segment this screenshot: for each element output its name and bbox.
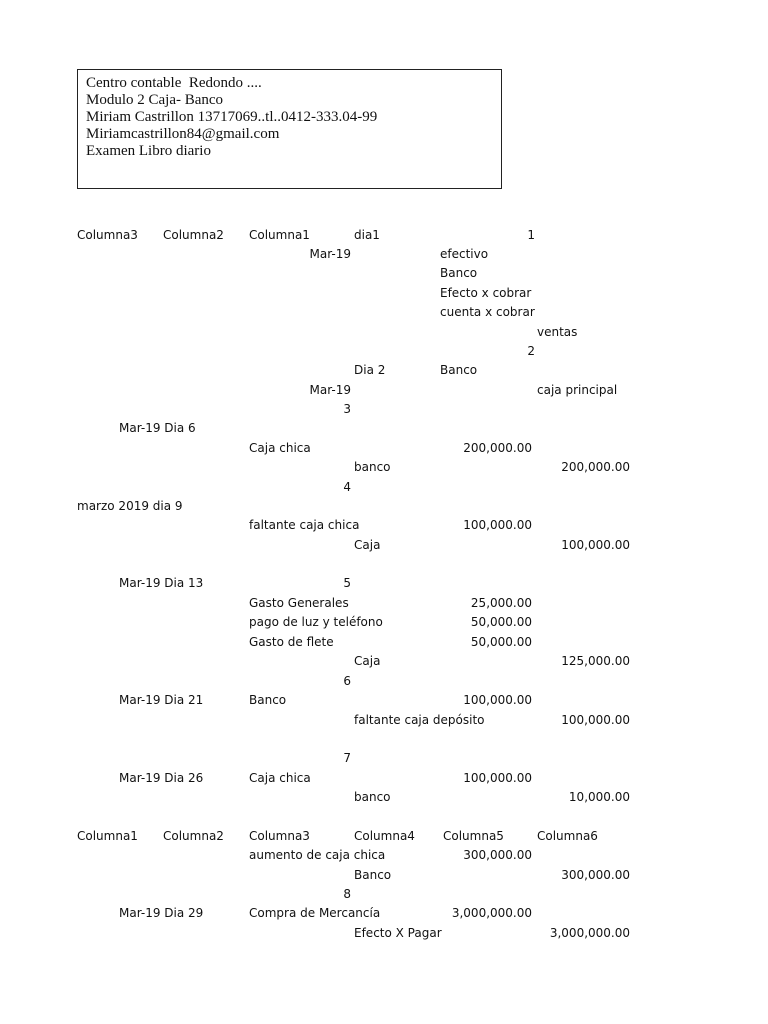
header-module: Modulo 2 Caja- Banco — [86, 92, 224, 108]
debit-amount: 200,000.00 — [463, 441, 532, 455]
debit-account: Caja chica — [249, 441, 311, 455]
entry-date: Mar-19 Dia 13 — [119, 576, 204, 590]
entry-date: Mar-19 — [309, 247, 351, 261]
credit-account: Caja — [354, 654, 381, 668]
column-header: Columna1 — [249, 228, 310, 242]
header-exam-title: Examen Libro diario — [86, 143, 211, 159]
debit-account: Gasto de flete — [249, 635, 334, 649]
debit-account: Banco — [249, 693, 287, 707]
debit-account: Caja chica — [249, 771, 311, 785]
entry-number: 2 — [527, 344, 535, 358]
credit-amount: 125,000.00 — [561, 654, 630, 668]
debit-amount: 50,000.00 — [470, 615, 532, 629]
debit-amount: 25,000.00 — [470, 596, 532, 610]
credit-account: banco — [354, 460, 391, 474]
header-center-name: Centro contable Redondo .... — [86, 75, 262, 91]
column-header: dia1 — [354, 228, 380, 242]
credit-account: caja principal — [537, 383, 618, 397]
entry-date: Mar-19 — [309, 383, 351, 397]
column-header: Columna4 — [354, 829, 415, 843]
debit-account: cuenta x cobrar — [440, 305, 535, 319]
debit-amount: 300,000.00 — [463, 848, 532, 862]
column-header: Columna1 — [77, 829, 138, 843]
credit-amount: 3,000,000.00 — [549, 926, 630, 940]
debit-account: efectivo — [440, 247, 489, 261]
entry-number: 1 — [527, 228, 535, 242]
debit-account: aumento de caja chica — [249, 848, 386, 862]
entry-number: 5 — [343, 576, 351, 590]
debit-account: pago de luz y teléfono — [249, 615, 383, 629]
entry-date: Mar-19 Dia 21 — [119, 693, 204, 707]
credit-amount: 100,000.00 — [561, 713, 630, 727]
debit-amount: 100,000.00 — [463, 518, 532, 532]
debit-account: Banco — [440, 266, 478, 280]
header-student: Miriam Castrillon 13717069..tl..0412-333.04-99 — [86, 109, 378, 125]
column-header: Columna5 — [443, 829, 504, 843]
entry-number: 7 — [343, 751, 351, 765]
column-header: Columna2 — [163, 228, 224, 242]
credit-amount: 100,000.00 — [561, 538, 630, 552]
entry-date: Mar-19 Dia 26 — [119, 771, 204, 785]
column-header: Columna2 — [163, 829, 224, 843]
entry-date: Mar-19 Dia 6 — [119, 421, 196, 435]
credit-account: faltante caja depósito — [354, 713, 485, 727]
credit-amount: 10,000.00 — [568, 790, 630, 804]
credit-account: Caja — [354, 538, 381, 552]
credit-account: Banco — [354, 868, 392, 882]
entry-number: 8 — [343, 887, 351, 901]
entry-number: 4 — [343, 480, 351, 494]
debit-account: Banco — [440, 363, 478, 377]
credit-amount: 300,000.00 — [561, 868, 630, 882]
column-header: Columna3 — [77, 228, 138, 242]
debit-amount: 3,000,000.00 — [451, 906, 532, 920]
entry-number: 3 — [343, 402, 351, 416]
credit-account: Efecto X Pagar — [354, 926, 442, 940]
entry-number: 6 — [343, 674, 351, 688]
debit-account: Gasto Generales — [249, 596, 349, 610]
credit-account: banco — [354, 790, 391, 804]
debit-account: faltante caja chica — [249, 518, 360, 532]
debit-amount: 50,000.00 — [470, 635, 532, 649]
entry-date: Mar-19 Dia 29 — [119, 906, 204, 920]
entry-day: Dia 2 — [354, 363, 386, 377]
debit-amount: 100,000.00 — [463, 693, 532, 707]
column-header: Columna3 — [249, 829, 310, 843]
credit-amount: 200,000.00 — [561, 460, 630, 474]
entry-date: marzo 2019 dia 9 — [77, 499, 183, 513]
column-header: Columna6 — [537, 829, 598, 843]
debit-amount: 100,000.00 — [463, 771, 532, 785]
credit-account: ventas — [537, 325, 578, 339]
debit-account: Compra de Mercancía — [249, 906, 381, 920]
debit-account: Efecto x cobrar — [440, 286, 532, 300]
header-email: Miriamcastrillon84@gmail.com — [86, 126, 280, 142]
